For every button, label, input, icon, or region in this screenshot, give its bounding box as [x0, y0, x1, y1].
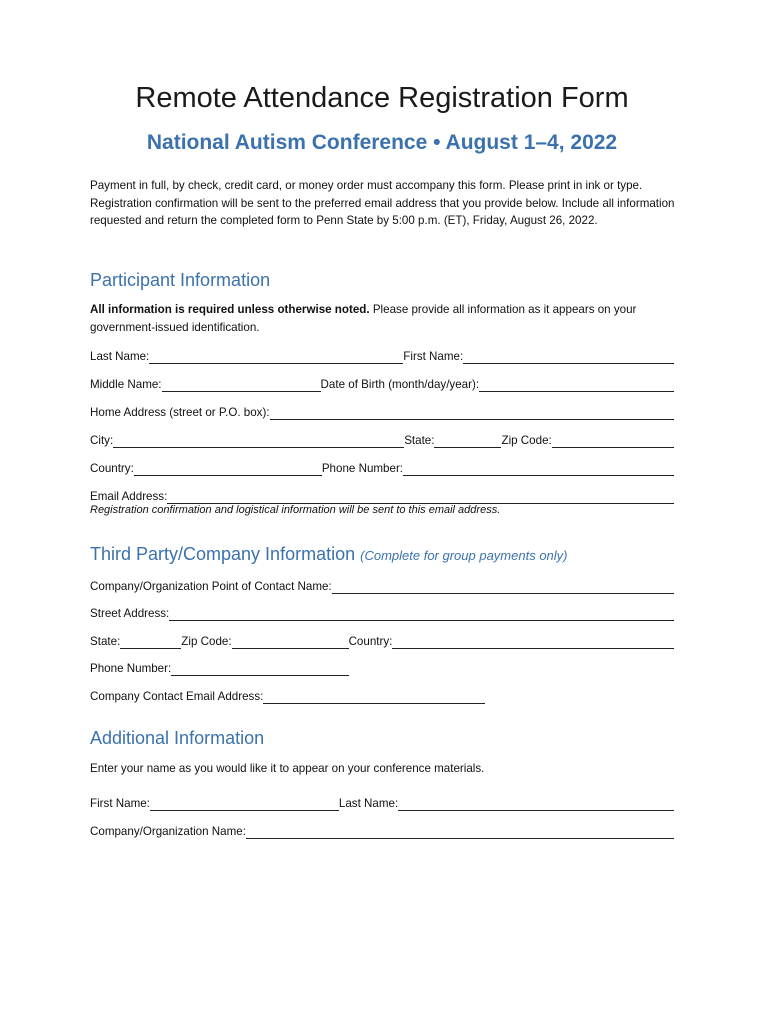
contact-name-label: Company/Organization Point of Contact Name:	[90, 580, 332, 593]
intro-paragraph: Payment in full, by check, credit card, or money order must accompany this form. Please print in ink or type. Registration confirmation will be sent to the preferred email address that you provide below. Include all information requested and return the completed form to Penn State by 5:00 p.m. (ET), Friday, August 26, 2022.	[90, 179, 675, 227]
third-party-heading-note: (Complete for group payments only)	[360, 548, 568, 563]
country-label: Country:	[90, 462, 134, 475]
country-field[interactable]	[134, 462, 322, 476]
contact-name-field[interactable]	[332, 580, 674, 594]
home-address-label: Home Address (street or P.O. box):	[90, 406, 270, 419]
company-country-label: Country:	[348, 635, 393, 648]
phone-field[interactable]	[403, 462, 674, 476]
badge-last-name-label: Last Name:	[338, 797, 399, 810]
city-label: City:	[90, 434, 114, 447]
badge-first-name-label: First Name:	[90, 797, 150, 810]
zip-label: Zip Code:	[501, 434, 552, 447]
row-city-state-zip	[90, 430, 674, 448]
badge-company-label: Company/Organization Name:	[90, 825, 246, 838]
row-home-address	[90, 402, 674, 420]
row-country-phone	[90, 458, 674, 476]
participant-heading: Participant Information	[90, 270, 271, 290]
company-phone-field[interactable]	[171, 662, 349, 676]
last-name-label: Last Name:	[90, 350, 150, 363]
first-name-label: First Name:	[403, 350, 464, 363]
row-last-first-name	[90, 346, 674, 364]
page-subtitle: National Autism Conference • August 1–4, 2022	[146, 131, 618, 154]
additional-heading: Additional Information	[90, 728, 265, 748]
participant-instructions	[90, 301, 690, 336]
middle-name-field[interactable]	[162, 378, 321, 392]
company-state-label: State:	[90, 635, 121, 648]
company-state-field[interactable]	[120, 635, 181, 649]
state-label: State:	[404, 434, 435, 447]
last-name-field[interactable]	[149, 350, 403, 364]
dob-field[interactable]	[479, 378, 674, 392]
email-field[interactable]	[167, 490, 674, 504]
third-party-heading-text: Third Party/Company Information	[90, 544, 356, 564]
street-address-label: Street Address:	[90, 607, 170, 620]
badge-last-name-field[interactable]	[398, 797, 674, 811]
state-field[interactable]	[434, 434, 501, 448]
company-country-field[interactable]	[392, 635, 674, 649]
badge-first-name-field[interactable]	[150, 797, 339, 811]
additional-instruction: Enter your name as you would like it to appear on your conference materials.	[90, 762, 485, 775]
page-title: Remote Attendance Registration Form	[135, 82, 629, 114]
middle-name-label: Middle Name:	[90, 378, 162, 391]
company-phone-label: Phone Number:	[90, 662, 172, 675]
required-note: All information is required unless otherwise noted.	[90, 303, 370, 316]
row-badge-company	[90, 821, 674, 839]
row-badge-names	[90, 793, 674, 811]
third-party-heading	[90, 544, 690, 565]
street-address-field[interactable]	[169, 607, 674, 621]
company-email-field[interactable]	[263, 690, 485, 704]
company-email-label: Company Contact Email Address:	[90, 690, 264, 703]
row-company-state-zip-country	[90, 631, 674, 649]
first-name-field[interactable]	[463, 350, 674, 364]
badge-company-field[interactable]	[246, 825, 674, 839]
email-note: Registration confirmation and logistical information will be sent to this email address.	[90, 504, 501, 516]
row-street-address	[90, 603, 674, 621]
required-note-rest: Please provide all information as it appears on your government-issued identification.	[90, 303, 637, 334]
row-email	[90, 486, 674, 504]
row-middle-dob	[90, 374, 674, 392]
email-label: Email Address:	[90, 490, 168, 503]
dob-label: Date of Birth (month/day/year):	[320, 378, 480, 391]
row-company-email	[90, 686, 674, 704]
company-zip-field[interactable]	[232, 635, 349, 649]
row-contact-name	[90, 576, 674, 594]
row-company-phone	[90, 658, 674, 676]
city-field[interactable]	[113, 434, 404, 448]
home-address-field[interactable]	[270, 406, 674, 420]
phone-label: Phone Number:	[321, 462, 404, 475]
zip-field[interactable]	[552, 434, 674, 448]
company-zip-label: Zip Code:	[181, 635, 232, 648]
